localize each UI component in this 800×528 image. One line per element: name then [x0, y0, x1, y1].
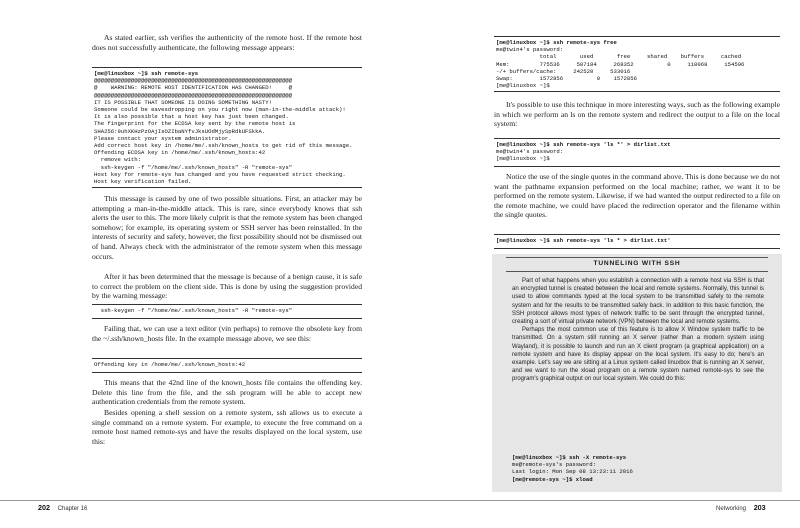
code-line: SHA256:9uhXKHzPzOAjIsOZIbaNYfvJksUOdMjySpRdkUFSkkA.: [94, 127, 266, 135]
left-folio: [38, 503, 87, 512]
code-rule-top: [494, 138, 780, 139]
right-para-2: Notice the use of the single quotes in the command above. This is done because we do not want the pathname expansion performed on the local machine; rather, we want it to be performed on the remote system. Likewise, if we had wanted the output redirected to a file on the remote machine, we could have placed the redirection operator and the filename within the single quotes.: [494, 172, 781, 220]
page-number: 202: [38, 503, 50, 512]
code-rule-top: [92, 358, 362, 359]
code-line: [me@linuxbox ~]$ ssh remote-sys: [94, 70, 199, 77]
code-line: [me@linuxbox ~]$ ssh remote-sys free: [496, 39, 617, 46]
code-line: remove with:: [94, 156, 141, 164]
code-line: [me@linuxbox ~]$: [496, 155, 550, 163]
code-rule-bottom: [494, 166, 780, 167]
ssh-warning-code-block: [94, 70, 352, 185]
code-rule-bottom: [92, 372, 362, 373]
code-rule-top: [92, 67, 362, 68]
code-rule-bottom: [494, 91, 780, 92]
left-para-2: This message is caused by one of two possible situations. First, an attacker may be attempting a man-in-the-middle attack. This is rare, since everybody knows that ssh alerts the user to this. The more likely culprit is that the remote system has been changed somehow; for example, its operating system or SSH server has been reinstalled. In the interests of security and safety, however, the first possibility should not be dismissed out of hand. Always check with the administrator of the remote system when this message occurs.: [92, 194, 362, 261]
ssh-keygen-code: ssh-keygen -f "/home/me/.ssh/known_hosts" -R "remote-sys": [94, 307, 293, 314]
code-line: ssh-keygen -f "/home/me/.ssh/known_hosts" -R "remote-sys": [94, 163, 293, 171]
code-line: total used free shared buffers cached: [496, 53, 742, 61]
code-line: me@twin4's password:: [496, 148, 564, 156]
footer-rule: [400, 500, 800, 501]
code-line: Swap: 1572856 0 1572856: [496, 75, 637, 83]
left-intro: As stated earlier, ssh verifies the authenticity of the remote host. If the remote host does not successfully authenticate, the following message appears:: [92, 33, 362, 52]
code-line: Please contact your system administrator.: [94, 134, 232, 142]
chapter-label: Networking: [716, 506, 747, 512]
command-line: [me@linuxbox ~]$ ssh remote-sys 'ls * > dirlist.txt': [496, 237, 671, 244]
sidebar-body: Part of what happens when you establish a connection with a remote host via SSH is that an encrypted tunnel is created between the local and remote systems. Normally, this tunnel is used to allow commands typed at the local system to be transmitted safely to the remote system and for the results to be transmitted safely back. In addition to this basic function, the SSH protocol allows most types of network traffic to be sent through the encrypted tunnel, creating a sort of virtual private network (VPN) between the local and remote systems. Perhaps the most common use of this feature is to allow X Window system traffic to be transmitted. On a system still running an X server (rather than a modern system using Wayland), it is possible to launch and run an X client program (a graphical application) on a remote system and have its display appear on the local system. It's easy to do; here's an example. Let's say we are sitting at a Linux system called linuxbox that is running an X server, and we want to run the xload program on a remote system named remote-sys to see the program's graphical output on our local system. We could do this:: [512, 278, 764, 383]
code-line: [me@linuxbox ~]$ ssh remote-sys 'ls *' > dirlist.txt: [496, 141, 671, 148]
code-line: Someone could be eavesdropping on you right now (man-in-the-middle attack)!: [94, 106, 346, 114]
code-line: @ WARNING: REMOTE HOST IDENTIFICATION HAS CHANGED! @: [94, 84, 293, 92]
code-rule-top: [494, 36, 780, 37]
left-para-5: This means that the 42nd line of the known_hosts file contains the offending key. Delete this line from the file, and the ssh program will be able to accept new authentication credentials from the remote system.: [92, 378, 362, 407]
code-line: IT IS POSSIBLE THAT SOMEONE IS DOING SOMETHING NASTY!: [94, 98, 272, 106]
code-line: It is also possible that a host key has just been changed.: [94, 113, 289, 121]
code-line: Last login: Mon Sep 08 13:23:11 2016: [512, 468, 633, 476]
sidebar-rule: [506, 271, 768, 272]
code-line: Offending ECDSA key in /home/me/.ssh/known_hosts:42: [94, 149, 266, 157]
code-line: @@@@@@@@@@@@@@@@@@@@@@@@@@@@@@@@@@@@@@@@@@@@@@@@@@@@@@@@@@@: [94, 77, 293, 85]
tunneling-sidebar: [492, 254, 782, 492]
footer-rule: [0, 500, 400, 501]
free-command-code: [496, 39, 744, 89]
sidebar-rule: [506, 257, 768, 258]
code-line: [me@linuxbox ~]$ ssh -X remote-sys: [512, 454, 627, 461]
code-line: Mem: 775536 507184 268352 0 110068 154596: [496, 60, 745, 68]
chapter-label: Chapter 16: [57, 506, 88, 512]
left-para-3: After it has been determined that the message is because of a benign cause, it is safe to correct the problem on the client side. This is done by using the suggestion provided by the warning message:: [92, 272, 362, 301]
code-rule-bottom: [92, 187, 362, 188]
code-line: Add correct host key in /home/me/.ssh/known_hosts to get rid of this message.: [94, 142, 353, 150]
code-line: Host key for remote-sys has changed and you have requested strict checking.: [94, 170, 346, 178]
ls-remote-redirect-code: [496, 237, 671, 244]
code-rule-bottom: [494, 248, 780, 249]
sidebar-title: TUNNELING WITH SSH: [593, 260, 681, 267]
code-line: -/+ buffers/cache: 242520 533016: [496, 67, 631, 75]
code-line: Host key verification failed.: [94, 178, 192, 186]
code-rule-bottom: [92, 318, 362, 319]
page-number: 203: [753, 503, 766, 512]
offending-key-code: Offending key in /home/me/.ssh/known_hosts:42: [94, 361, 246, 368]
code-line: [me@linuxbox ~]$: [496, 82, 550, 90]
left-para-4: Failing that, we can use a text editor (vin perhaps) to remove the obsolete key from the ~/.ssh/known_hosts file. In the example message above, we see this:: [92, 324, 362, 343]
code-line: [me@remote-sys ~]$ xload: [512, 475, 593, 483]
ls-redirect-code: [496, 141, 671, 163]
right-folio: [716, 503, 766, 512]
code-line: @@@@@@@@@@@@@@@@@@@@@@@@@@@@@@@@@@@@@@@@@@@@@@@@@@@@@@@@@@@: [94, 91, 293, 99]
left-para-6: Besides opening a shell session on a remote system, ssh allows us to execute a single command on a remote system. For example, to execute the free command on a remote host named remote-sys and have the results displayed on the local system, use this:: [92, 408, 362, 446]
right-para-1: It's possible to use this technique in more interesting ways, such as the following example in which we perform an ls on the remote system and redirect the output to a file on the local system:: [494, 100, 780, 129]
code-rule-top: [494, 234, 780, 235]
code-line: me@remote-sys's password:: [512, 461, 596, 469]
code-line: me@twin4's password:: [496, 46, 564, 54]
sidebar-xload-code: [512, 454, 633, 483]
code-rule-top: [92, 304, 362, 305]
code-line: The fingerprint for the ECDSA key sent by the remote host is: [94, 120, 296, 128]
